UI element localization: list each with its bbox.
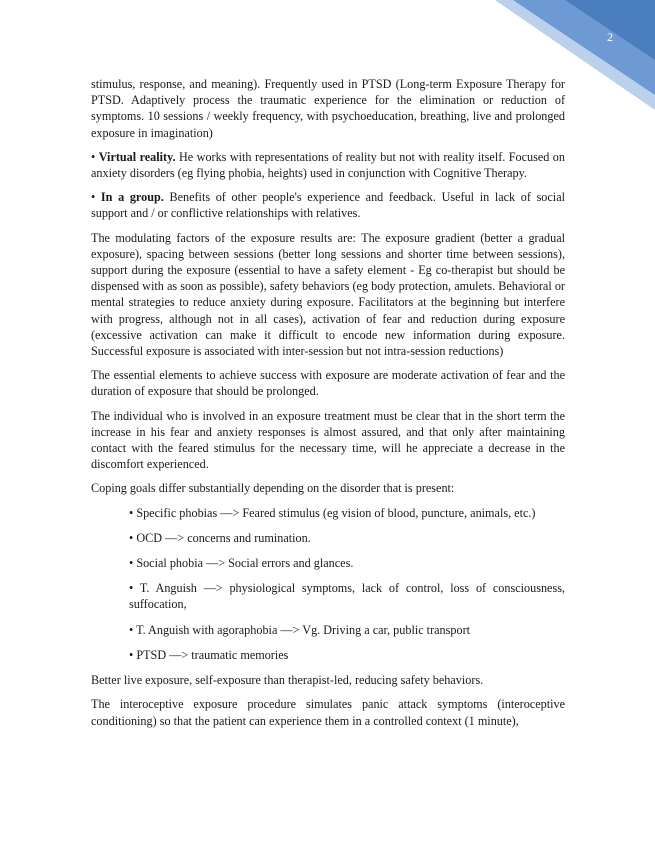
list-item: • OCD —> concerns and rumination.: [129, 530, 311, 545]
paragraph: The individual who is involved in an exposure treatment must be clear that in the short term the increase in his fear and anxiety responses is almost assured, and that only after maintaining contact with the feared stimulus for the necessary time, will he appreciate a decrease in the discomfort experienced.: [91, 408, 565, 472]
paragraph-text: He works with representations of reality but not with reality itself. Focused on anxiety disorders (eg flying phobia, heights) used in conjunction with Cognitive Therapy.: [91, 149, 565, 181]
paragraph: The modulating factors of the exposure results are: The exposure gradient (better a gradual exposure), spacing between sessions (better long sessions and shorter time between sessions), support during the exposure (essential to have a safety element - Eg co-therapist but should be dispensed with as soon as possible), safety behaviors (eg body protection, amulets. Behavioral or mental strategies to reduce anxiety during exposure. Facilitators at the beginning but interfere with progress, although not in all cases), activation of fear and reduction during exposure (excessive activation can make it difficult to encode new information during exposure. Successful exposure is associated with inter-session but not intra-session reductions): [91, 230, 565, 359]
list-item: • Social phobia —> Social errors and glances.: [129, 556, 354, 571]
list-item: • T. Anguish with agoraphobia —> Vg. Driving a car, public transport: [129, 622, 471, 637]
term-virtual-reality: Virtual reality.: [98, 149, 176, 164]
page-number: 2: [607, 30, 613, 44]
bullet: •: [91, 190, 101, 205]
list-item: • T. Anguish —> physiological symptoms, lack of control, loss of consciousness, suffocation,: [129, 581, 565, 612]
paragraph: The interoceptive exposure procedure simulates panic attack symptoms (interoceptive conditioning) so that the patient can experience them in a controlled context (1 minute),: [91, 697, 565, 728]
paragraph: Better live exposure, self-exposure than therapist-led, reducing safety behaviors.: [91, 673, 484, 688]
document-body: [91, 76, 565, 737]
paragraph: stimulus, response, and meaning). Frequently used in PTSD (Long-term Exposure Therapy for PTSD. Adaptively process the traumatic experience for the elimination or reduction of symptoms. 10 sessions / weekly frequency, with psychoeducation, breathing, live and prolonged exposure in imagination): [91, 77, 565, 140]
paragraph-text: Benefits of other people's experience and feedback. Useful in lack of social support and / or conflictive relationships with relatives.: [91, 190, 565, 221]
paragraph: The essential elements to achieve success with exposure are moderate activation of fear and the duration of exposure that should be prolonged.: [91, 368, 565, 399]
paragraph-virtual-reality: [91, 149, 565, 181]
term-in-a-group: In a group.: [100, 190, 164, 205]
list-item: • Specific phobias —> Feared stimulus (eg vision of blood, puncture, animals, etc.): [129, 505, 536, 520]
paragraph: Coping goals differ substantially depending on the disorder that is present:: [91, 481, 455, 496]
coping-goals-list: [91, 505, 565, 663]
paragraph-group: [91, 189, 565, 221]
bullet: •: [91, 149, 99, 164]
list-item: • PTSD —> traumatic memories: [129, 647, 289, 662]
